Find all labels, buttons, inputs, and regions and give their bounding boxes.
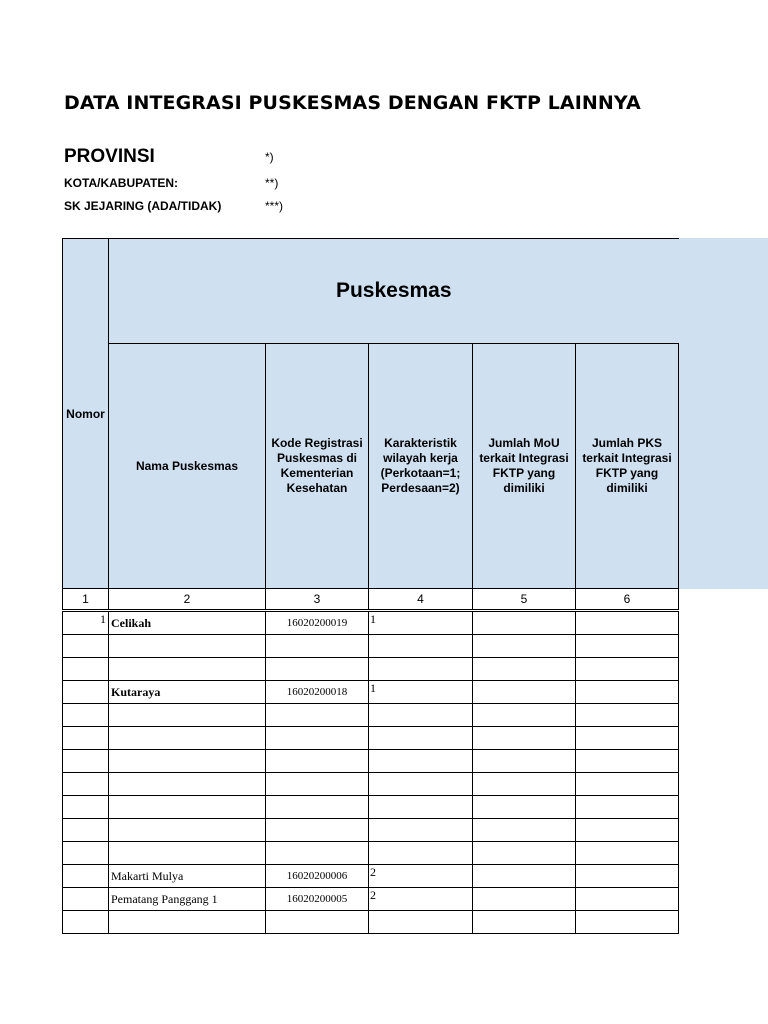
nama-puskesmas-cell[interactable] — [109, 750, 266, 773]
nama-puskesmas-cell[interactable] — [109, 635, 266, 658]
table-row — [63, 681, 679, 704]
table-row — [63, 865, 679, 888]
row-number-cell[interactable]: 1 — [63, 611, 109, 635]
kode-registrasi-cell[interactable] — [266, 773, 369, 796]
sk-jejaring-label: SK JEJARING (ADA/TIDAK) — [64, 199, 222, 213]
header-background-extension — [678, 238, 768, 589]
provinsi-value: *) — [265, 150, 274, 164]
jumlah-mou-cell[interactable] — [473, 611, 576, 635]
row-number-cell[interactable] — [63, 658, 109, 681]
column-number: 5 — [473, 589, 576, 611]
jumlah-mou-cell[interactable] — [473, 727, 576, 750]
karakteristik-cell[interactable] — [369, 727, 473, 750]
table-row — [63, 704, 679, 727]
kota-label: KOTA/KABUPATEN: — [64, 176, 178, 190]
karakteristik-cell[interactable]: 1 — [369, 611, 473, 635]
nama-puskesmas-cell[interactable]: Pematang Panggang 1 — [109, 888, 266, 911]
kota-value: **) — [265, 176, 279, 190]
karakteristik-cell[interactable] — [369, 635, 473, 658]
kode-registrasi-cell[interactable]: 16020200019 — [266, 611, 369, 635]
table-row — [63, 819, 679, 842]
kode-registrasi-cell[interactable] — [266, 796, 369, 819]
jumlah-pks-cell[interactable] — [576, 750, 679, 773]
provinsi-label: PROVINSI — [64, 146, 155, 167]
page-title: DATA INTEGRASI PUSKESMAS DENGAN FKTP LAINNYA — [64, 92, 641, 114]
jumlah-pks-cell[interactable] — [576, 865, 679, 888]
karakteristik-cell[interactable] — [369, 704, 473, 727]
row-number-cell[interactable] — [63, 773, 109, 796]
row-number-cell[interactable] — [63, 750, 109, 773]
table-row — [63, 888, 679, 911]
nama-puskesmas-header: Nama Puskesmas — [109, 344, 266, 589]
nama-puskesmas-cell[interactable]: Makarti Mulya — [109, 865, 266, 888]
kode-registrasi-cell[interactable] — [266, 819, 369, 842]
jumlah-mou-cell[interactable] — [473, 681, 576, 704]
jumlah-mou-cell[interactable] — [473, 773, 576, 796]
jumlah-pks-cell[interactable] — [576, 888, 679, 911]
row-number-cell[interactable] — [63, 842, 109, 865]
nama-puskesmas-cell[interactable]: Kutaraya — [109, 681, 266, 704]
jumlah-pks-cell[interactable] — [576, 658, 679, 681]
jumlah-pks-cell[interactable] — [576, 727, 679, 750]
nomor-header: Nomor — [63, 239, 109, 589]
jumlah-pks-header: Jumlah PKS terkait Integrasi FKTP yang dimiliki — [576, 344, 679, 589]
table-row — [63, 842, 679, 865]
row-number-cell[interactable] — [63, 727, 109, 750]
row-number-cell[interactable] — [63, 796, 109, 819]
row-number-cell[interactable] — [63, 819, 109, 842]
jumlah-pks-cell[interactable] — [576, 704, 679, 727]
nama-puskesmas-cell[interactable] — [109, 842, 266, 865]
nama-puskesmas-cell[interactable] — [109, 704, 266, 727]
jumlah-mou-header: Jumlah MoU terkait Integrasi FKTP yang dimiliki — [473, 344, 576, 589]
kode-registrasi-cell[interactable] — [266, 911, 369, 934]
table-row — [63, 773, 679, 796]
karakteristik-cell[interactable] — [369, 658, 473, 681]
nama-puskesmas-cell[interactable] — [109, 911, 266, 934]
jumlah-pks-cell[interactable] — [576, 611, 679, 635]
kode-registrasi-cell[interactable]: 16020200018 — [266, 681, 369, 704]
kode-registrasi-cell[interactable] — [266, 635, 369, 658]
sk-jejaring-value: ***) — [265, 199, 284, 213]
karakteristik-cell[interactable] — [369, 911, 473, 934]
karakteristik-cell[interactable]: 2 — [369, 865, 473, 888]
column-number: 6 — [576, 589, 679, 611]
kode-registrasi-cell[interactable]: 16020200006 — [266, 865, 369, 888]
jumlah-pks-cell[interactable] — [576, 819, 679, 842]
table-row — [63, 796, 679, 819]
jumlah-pks-cell[interactable] — [576, 635, 679, 658]
kode-registrasi-cell[interactable] — [266, 842, 369, 865]
column-number: 4 — [369, 589, 473, 611]
nama-puskesmas-cell[interactable]: Celikah — [109, 611, 266, 635]
table-row — [63, 658, 679, 681]
jumlah-pks-cell[interactable] — [576, 681, 679, 704]
kode-registrasi-cell[interactable] — [266, 750, 369, 773]
row-number-cell[interactable] — [63, 635, 109, 658]
column-number: 3 — [266, 589, 369, 611]
nama-puskesmas-cell[interactable] — [109, 773, 266, 796]
jumlah-mou-cell[interactable] — [473, 842, 576, 865]
jumlah-pks-cell[interactable] — [576, 842, 679, 865]
jumlah-mou-cell[interactable] — [473, 819, 576, 842]
column-number: 1 — [63, 589, 109, 611]
nama-puskesmas-cell[interactable] — [109, 658, 266, 681]
puskesmas-table — [62, 238, 679, 934]
table-row — [63, 911, 679, 934]
jumlah-mou-cell[interactable] — [473, 658, 576, 681]
kode-registrasi-cell[interactable] — [266, 658, 369, 681]
kode-registrasi-header: Kode Registrasi Puskesmas di Kementerian Kesehatan — [266, 344, 369, 589]
jumlah-pks-cell[interactable] — [576, 773, 679, 796]
jumlah-mou-cell[interactable] — [473, 911, 576, 934]
jumlah-mou-cell[interactable] — [473, 796, 576, 819]
table-row — [63, 635, 679, 658]
nama-puskesmas-cell[interactable] — [109, 796, 266, 819]
column-number-row — [63, 589, 679, 611]
karakteristik-cell[interactable]: 2 — [369, 888, 473, 911]
jumlah-mou-cell[interactable] — [473, 704, 576, 727]
karakteristik-cell[interactable] — [369, 750, 473, 773]
nama-puskesmas-cell[interactable] — [109, 727, 266, 750]
column-number: 2 — [109, 589, 266, 611]
table-row — [63, 750, 679, 773]
kode-registrasi-cell[interactable]: 16020200005 — [266, 888, 369, 911]
jumlah-mou-cell[interactable] — [473, 750, 576, 773]
jumlah-pks-cell[interactable] — [576, 911, 679, 934]
karakteristik-cell[interactable] — [369, 842, 473, 865]
karakteristik-cell[interactable] — [369, 819, 473, 842]
jumlah-pks-cell[interactable] — [576, 796, 679, 819]
row-number-cell[interactable] — [63, 704, 109, 727]
kode-registrasi-cell[interactable] — [266, 704, 369, 727]
nama-puskesmas-cell[interactable] — [109, 819, 266, 842]
karakteristik-cell[interactable]: 1 — [369, 681, 473, 704]
kode-registrasi-cell[interactable] — [266, 727, 369, 750]
row-number-cell[interactable] — [63, 681, 109, 704]
row-number-cell[interactable] — [63, 888, 109, 911]
row-number-cell[interactable] — [63, 865, 109, 888]
table-row — [63, 611, 679, 635]
table-row — [63, 727, 679, 750]
jumlah-mou-cell[interactable] — [473, 865, 576, 888]
jumlah-mou-cell[interactable] — [473, 888, 576, 911]
jumlah-mou-cell[interactable] — [473, 635, 576, 658]
karakteristik-cell[interactable] — [369, 773, 473, 796]
row-number-cell[interactable] — [63, 911, 109, 934]
karakteristik-cell[interactable] — [369, 796, 473, 819]
puskesmas-group-header: Puskesmas — [109, 239, 679, 344]
karakteristik-header: Karakteristik wilayah kerja (Perkotaan=1; Perdesaan=2) — [369, 344, 473, 589]
